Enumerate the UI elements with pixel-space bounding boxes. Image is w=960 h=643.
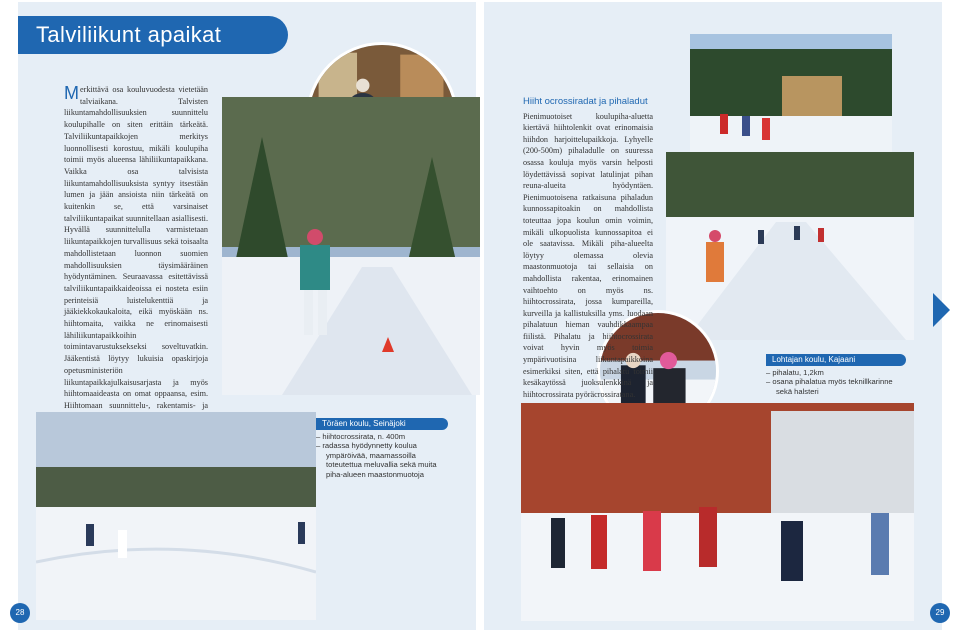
caption-item: – osana pihalatua myös teknillkarinne sekä halsteri — [766, 377, 906, 396]
page-number-right: 29 — [930, 603, 950, 623]
caption-title: Lohtajan koulu, Kajaani — [766, 354, 906, 366]
page-number-left: 28 — [10, 603, 30, 623]
intro-text-block — [64, 84, 208, 459]
caption-item: – radassa hyödynnetty koulua ympäröivää, maamassoilla toteutettua meluvallia sekä muita piha-alueen maastonmuotoja — [316, 441, 448, 479]
caption-item: – hiihtocrossirata, n. 400m — [316, 432, 448, 442]
right-body-text: Pienimuotoiset koulupiha-aluetta kiertävä hiihtolenkit ovat erinomaisia hiihdon harjoittelupaikkoja. Lyhyelle (200-500m) pihaladulle on suuressa osassa kouluja myös varsin helposti löydettävissä sopivat latulinjat pihan reuna-alueita hyödyntäen. Pienimuotoisena ratkaisuna pihaladun kunnossapitoakin on mahdollista toteuttaa jopa koulun omin voimin, mikäli ulkopuolista kunnossapitoa ei ole saatavissa. Mikäli piha-alueelta löytyy olemassa olevia maastonmuotoja tai sellaisia on mahdollista rakentaa, erinomainen vaihtoehto on myös ns. hiihtocrossirata, jossa kumpareilla, kurveilla ja kallistuksilla yms. luodaan pihalatuun hieman vauhdikkaampaa fiilistä. Pihalatu ja hiihtocrossirata voivat hyvin myös toimia ympärivuotisina liikuntapaikkoina esimerkiksi siten, että pihalatu toimii kesäkaytössä juoksulenkkinä ja hiihtocrossirata pyöräcrossiratana. — [523, 111, 653, 399]
page-title: Talviliikunt apaikat — [18, 16, 288, 54]
caption-lohtaja — [766, 354, 906, 396]
photo-snow-field — [36, 412, 316, 620]
photo-ski-trail-right — [666, 152, 914, 340]
next-page-arrow-icon[interactable] — [933, 293, 950, 327]
photo-kids-group-school — [521, 403, 914, 621]
intro-text: erkittävä osa kouluvuodesta vietetään talviaikana. Talvisten liikuntamahdollisuuksien suunnittelu koulupihalle on siten erittäin tärkeätä. Talviliikuntapaikkojen merkitys luonnollisesti korostuu, mikäli koulupiha toimii myös alueensa lähiliikuntapaikkana. Vaikka osa talvisista liikuntamahdollisuuksista syntyy itsestään lumen ja jään ansioista niin tärkeätä on kuitenkin se, että varsinaiset talviliikuntapaikat suunnitellaan asiallisesti. Hyvällä suunnittelulla varmistetaan liikuntapaikkojen turvallisuus sekä toisaalta mahdollistetaan luonnon suomien mahdollisuuksien täysimääräinen hyödyntäminen. Seuraavassa esitettävissä talviliikuntapaikkaideoissa ei nosteta esiin perinteisiä luistelukenttiä ja jääkiekkokaukaloita, eikä myöskään ns. hiihtomaita, vaikka ne erinomaisesti lähiliikuntapaikkoihin toimintavarustuksekseksi soveltuvatkin. Jääkentistä löytyy lukuisia opaskirjoja opetusministeriön liikuntapaikkajulkaisusarjasta ja myös hiihtomaaideasta on omat oppaansa, esim. Hiihtomaan suunnittelu-, rakentamis- ja — [64, 85, 208, 410]
caption-item: – pihalatu, 1,2km — [766, 368, 906, 378]
caption-torava — [316, 418, 448, 479]
photo-ski-trail-girl — [222, 97, 480, 395]
right-text-column — [523, 96, 653, 400]
drop-cap: M — [64, 83, 79, 103]
right-heading: Hiiht ocrossiradat ja pihaladut — [523, 96, 648, 107]
caption-title: Töräen koulu, Seinäjoki — [316, 418, 448, 430]
